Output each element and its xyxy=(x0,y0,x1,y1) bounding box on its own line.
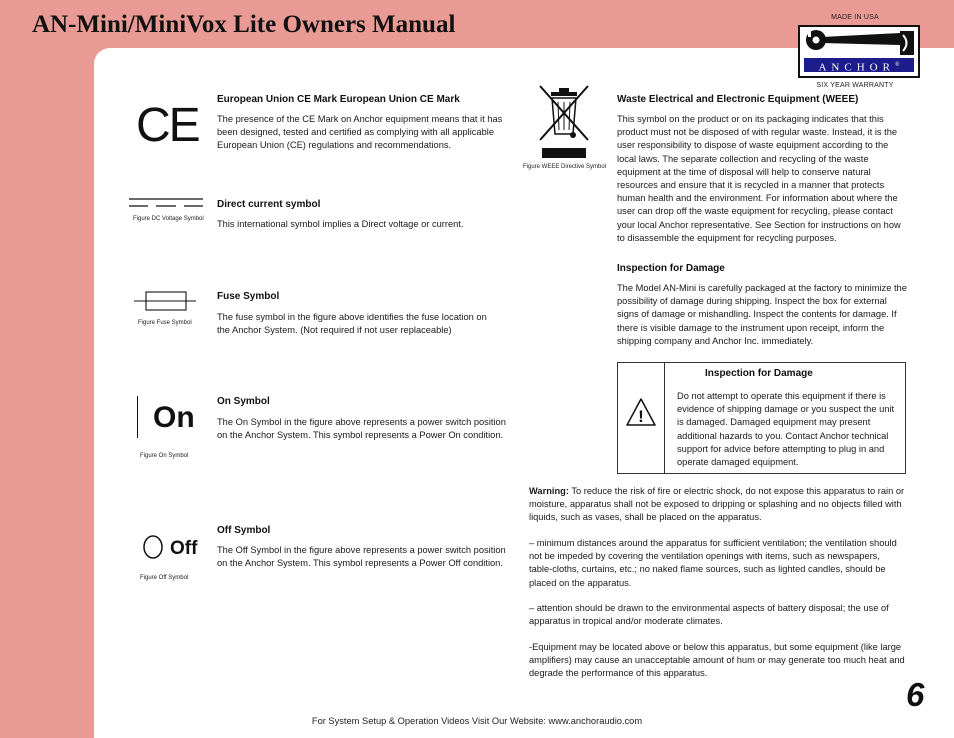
weee-body: This symbol on the product or on its packaging indicates that this product must not be disposed of with regular waste. Instead, it is the user responsibility to dispose of waste equipment according to the local laws. The separate collection and recycling of the waste equipment at the time of disposal will help to conserve natural resources and ensure that it is recycled in a manner that protects human health and the environment. For information about where the user can drop off the waste equipment for recycling, please contact your local Anchor representative. See Section for instructions on how to disassemble the equipment for recycling purposes. xyxy=(617,114,901,243)
placement-paragraph: -Equipment may be located above or below this apparatus, but some equipment (like large amplifiers) may cause an unacceptable amount of hum or may generate too much heat and degrade the performance of this apparatus. xyxy=(529,642,905,679)
off-caption: Figure Off Symbol xyxy=(140,575,189,581)
fuse-heading: Fuse Symbol xyxy=(217,291,280,302)
warning-label: Warning: xyxy=(529,486,569,496)
on-heading: On Symbol xyxy=(217,396,270,407)
anchor-wordmark: ANCHOR® xyxy=(804,58,914,72)
dc-body: This international symbol implies a Direct voltage or current. xyxy=(217,219,464,229)
dc-caption: Figure DC Voltage Symbol xyxy=(133,216,204,222)
inspection-body: The Model AN-Mini is carefully packaged at the factory to minimize the possibility of damage during shipping. Inspect the box for external signs of damage or mishandling. Inspect the contents for damage. If there is visible damage to the instrument upon receipt, inform the shipping company and Anchor Inc. immediately. xyxy=(617,283,907,346)
fuse-body: The fuse symbol in the figure above identifies the fuse location on the Anchor System. (Not required if not user replaceable) xyxy=(217,312,487,336)
caution-body: Do not attempt to operate this equipment if there is evidence of shipping damage or you suspect the unit is damaged. Damaged equipment may present additional hazards to you. Contact Anchor technical support for advice before attempting to plug in and operate damaged equipment. xyxy=(677,391,895,468)
caution-box xyxy=(617,362,906,474)
weee-heading: Waste Electrical and Electronic Equipment (WEEE) xyxy=(617,94,859,105)
warning-triangle-icon xyxy=(625,397,657,427)
ventilation-paragraph: – minimum distances around the apparatus for sufficient ventilation; the ventilation should not be impeded by covering the ventilation openings with items, such as newspapers, table-cloths, curtains, etc.; no naked flame sources, such as lighted candles, should be placed on the apparatus. xyxy=(529,538,897,588)
warranty-label: SIX YEAR WARRANTY xyxy=(816,82,894,89)
svg-text:!: ! xyxy=(638,407,644,426)
anchor-brand xyxy=(790,0,930,95)
off-heading: Off Symbol xyxy=(217,525,271,536)
page-number: 6 xyxy=(906,676,925,713)
warning-text: To reduce the risk of fire or electric shock, do not expose this apparatus to rain or moisture, apparatus shall not be exposed to dripping or splashing and no objects filled with liquids, such as vases, shall be placed on the apparatus. xyxy=(529,486,905,523)
weee-caption: Figure WEEE Directive Symbol xyxy=(523,164,607,170)
battery-paragraph: – attention should be drawn to the environmental aspects of battery disposal; the use of apparatus in tropical and/or moderate climates. xyxy=(529,603,889,627)
dc-heading: Direct current symbol xyxy=(217,199,321,210)
ce-body: The presence of the CE Mark on Anchor equipment means that it has been designed, tested and certified as complying with all applicable European Union (CE) regulations and recommendations. xyxy=(217,114,503,151)
warning-paragraph xyxy=(529,485,905,525)
fuse-icon xyxy=(134,290,196,312)
page-title: AN-Mini/MiniVox Lite Owners Manual xyxy=(32,11,456,38)
anchor-logo xyxy=(798,25,920,78)
ce-heading: European Union CE Mark European Union CE Mark xyxy=(217,94,460,105)
off-circle-icon xyxy=(142,534,166,560)
weee-bin-icon xyxy=(534,84,594,160)
anchor-emblem-icon xyxy=(800,27,918,59)
ce-mark-icon: CE xyxy=(136,99,199,152)
on-symbol-icon: On xyxy=(153,401,195,434)
caution-box-divider xyxy=(664,363,665,473)
off-symbol-icon: Off xyxy=(170,538,198,559)
on-body: The On Symbol in the figure above represents a power switch position on the Anchor System. This symbol represents a Power On condition. xyxy=(217,417,506,441)
on-caption: Figure On Symbol xyxy=(140,453,189,459)
made-in-usa-label: MADE IN USA xyxy=(831,14,879,21)
inspection-heading: Inspection for Damage xyxy=(617,263,725,274)
on-switch-bar-icon xyxy=(137,396,138,438)
footer-text: For System Setup & Operation Videos Visit Our Website: www.anchoraudio.com xyxy=(311,716,643,726)
dc-voltage-icon xyxy=(128,196,204,210)
fuse-caption: Figure Fuse Symbol xyxy=(138,320,192,326)
off-body: The Off Symbol in the figure above represents a power switch position on the Anchor System. This symbol represents a Power Off condition. xyxy=(217,545,506,569)
caution-heading: Inspection for Damage xyxy=(705,368,813,379)
